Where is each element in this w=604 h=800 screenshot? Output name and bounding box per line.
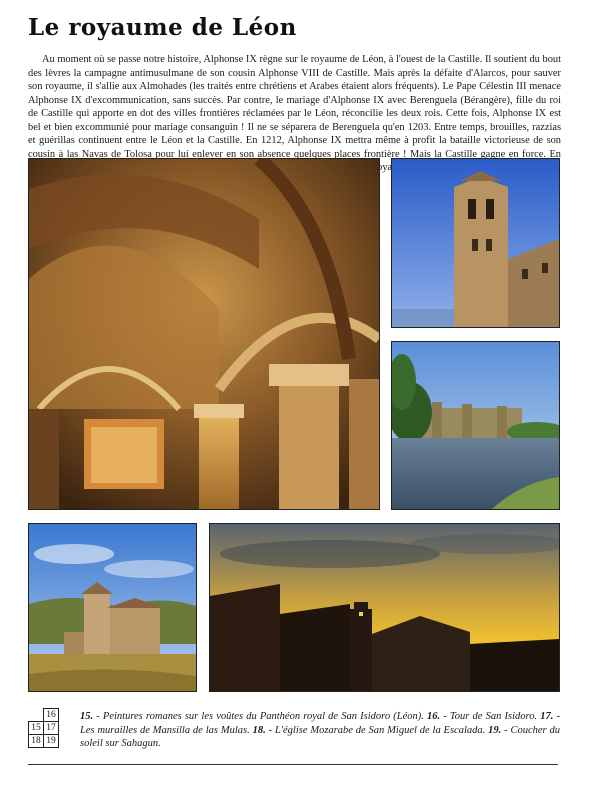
intro-paragraph: Au moment où se passe notre histoire, Alphonse IX règne sur le royaume de Léon, à l'ouest de la Castille. Il soutient du bout des lèvres la campagne antimusulmane de son cousin Alphonse VIII de Castille. Mais après la défaite d'Alarcos, pour sauver son royaume, il s'allie aux Almohades (les traités entre chrétiens et Arabes étaient alors fréquents). Le Pape Célestin III menace Alphonse IX d'excommunication, sans succès. Par contre, le mariage d'Alphonse IX avec Berenguela (Bérangère), fille du roi de Castille qui apporte en dot des villes frontières réclamées par le Léon, réconcilie les deux rois. Cette fois, Alphonse IX est bel et bien excommunié pour mariage consanguin ! Il ne se séparera de Berenguela qu'en 1203. Entre temps, brouilles, razzias et guérillas continuent entre le Léon et la Castille. En 1212, Alphonse IX mettra même à profit la bataille victorieuse de son cousin à las Navas de Tolosa pour lui enlever en son absence quelques places frontière ! Mais la Castille gagne en force. En (28, 54, 561, 160)
photo-position-key (28, 708, 59, 748)
key-17: 17 (44, 722, 59, 735)
caption-16-text: - Tour de San Isidoro. (440, 711, 541, 722)
photo-tower-san-isidoro (391, 158, 560, 328)
caption-17-number: 17. (540, 711, 554, 722)
key-18: 18 (29, 735, 44, 748)
caption-19-text: - Coucher du soleil sur Sahagun. (80, 724, 560, 749)
photo-pantheon-vaults (28, 158, 380, 510)
photo-mansilla-walls (391, 341, 560, 510)
caption-15-number: 15. (80, 711, 94, 722)
bottom-rule (28, 764, 558, 765)
photo-captions (80, 710, 560, 751)
key-15: 15 (29, 722, 44, 735)
key-16: 16 (44, 709, 59, 722)
caption-19-number: 19. (488, 724, 502, 736)
caption-16-number: 16. (427, 711, 441, 722)
caption-18-number: 18. (252, 724, 266, 736)
caption-18-text: - L'église Mozarabe de San Miguel de la Escalada. (265, 724, 489, 736)
caption-17-text: - Les murailles de Mansilla de las Mulas. (80, 711, 560, 736)
caption-15-text: - Peintures romanes sur les voûtes du Panthéon royal de San Isidoro (Léon). (93, 711, 427, 722)
photo-san-miguel-escalada (28, 523, 197, 692)
page-title: Le royaume de Léon (28, 14, 297, 41)
photo-sahagun-sunset (209, 523, 560, 692)
key-19: 19 (44, 735, 59, 748)
